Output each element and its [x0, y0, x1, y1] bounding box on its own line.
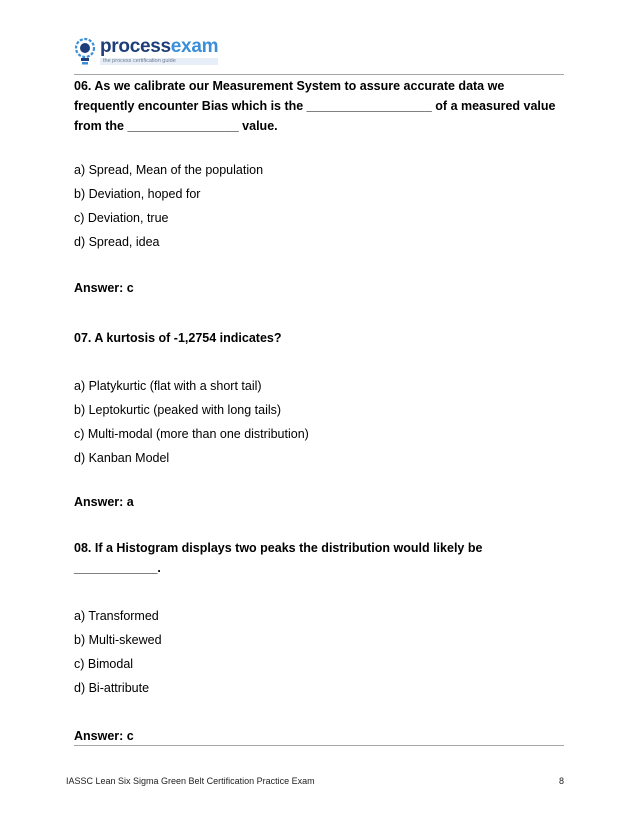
page-number: 8 [558, 776, 564, 786]
question-07-option-d: d) Kanban Model [74, 451, 170, 465]
page-footer [66, 776, 564, 786]
question-08-option-c: c) Bimodal [74, 657, 134, 671]
logo-wordmark: processexam [100, 35, 219, 57]
logo-tagline: the process certification guide [100, 58, 218, 65]
question-08-option-a: a) Transformed [74, 609, 159, 623]
question-08-option-b: b) Multi-skewed [74, 633, 162, 647]
lightbulb-gear-icon [74, 36, 96, 66]
processexam-logo [74, 34, 218, 68]
question-07-option-b: b) Leptokurtic (peaked with long tails) [74, 403, 282, 417]
question-07-option-c: c) Multi-modal (more than one distribution) [74, 427, 309, 441]
header-divider [74, 74, 564, 75]
question-07-option-a: a) Platykurtic (flat with a short tail) [74, 379, 262, 393]
question-06-option-c: c) Deviation, true [74, 211, 169, 225]
question-08-option-d: d) Bi-attribute [74, 681, 150, 695]
question-08-answer: Answer: c [74, 729, 134, 743]
question-content [74, 76, 564, 746]
footer-divider [74, 745, 564, 746]
footer-title: IASSC Lean Six Sigma Green Belt Certification Practice Exam [66, 776, 315, 786]
question-06-text: 06. As we calibrate our Measurement System to assure accurate data we frequently encounter Bias which is the __________________ of a measured value from the ________________ value. [74, 79, 556, 133]
question-06-answer: Answer: c [74, 281, 134, 295]
question-06-option-b: b) Deviation, hoped for [74, 187, 201, 201]
question-07-answer: Answer: a [74, 495, 134, 509]
question-08-text: 08. If a Histogram displays two peaks the distribution would likely be ____________. [74, 541, 483, 575]
question-06-option-a: a) Spread, Mean of the population [74, 163, 264, 177]
question-06-option-d: d) Spread, idea [74, 235, 160, 249]
question-07-text: 07. A kurtosis of -1,2754 indicates? [74, 331, 282, 345]
